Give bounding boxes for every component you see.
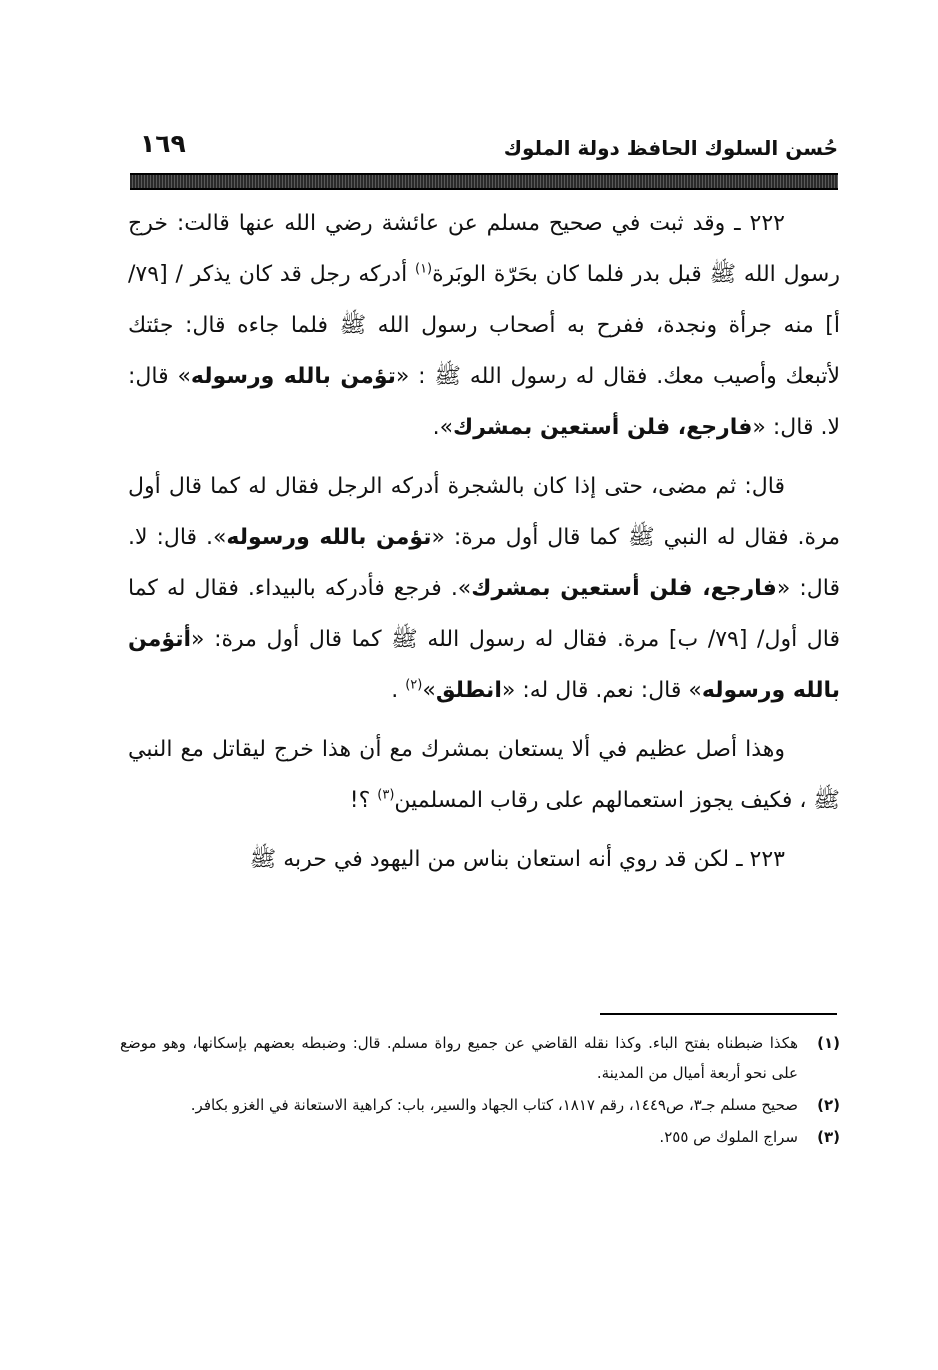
text-segment: وهذا أصل عظيم في ألا يستعان بمشرك مع أن هذا خرج ليقاتل مع النبي ﷺ ، فكيف يجوز استعمالهم على رقاب المسلمين <box>128 737 840 813</box>
text-segment: » قال: لا. قال: « <box>128 364 840 440</box>
footnote-marker: (١) <box>817 1034 840 1052</box>
paragraph <box>128 724 840 826</box>
book-title: حُسن السلوك الحافظ دولة الملوك <box>503 136 838 160</box>
text-segment: ». فرجع فأدركه بالبيداء. فقال له كما قال أول/ [٧٩/ ب] مرة. فقال له رسول الله ﷺ كما قال أول مرة: « <box>128 576 840 652</box>
bold-quote: تؤمن بالله ورسوله <box>190 364 396 389</box>
text-segment: ». <box>432 415 454 440</box>
text-segment: ٢٢٢ ـ وقد ثبت في صحيح مسلم عن عائشة رضي الله عنها قالت: خرج رسول الله ﷺ قبل بدر فلما كان بحَرّة الوبَرة <box>128 211 840 287</box>
footnote-reference: (١) <box>414 261 433 277</box>
bold-quote: انطلق <box>435 678 502 703</box>
footnote-reference: (٢) <box>405 677 423 693</box>
text-segment: » قال: نعم. قال له: « <box>501 678 702 703</box>
footnote-marker: (٢) <box>817 1096 840 1114</box>
footnote-divider <box>600 1013 837 1015</box>
footnotes <box>120 1028 840 1154</box>
footnote <box>120 1090 840 1120</box>
bold-quote: فارجع، فلن أستعين بمشرك <box>471 576 777 601</box>
footnote-text: سراج الملوك ص ٢٥٥. <box>659 1128 798 1146</box>
running-header <box>130 122 838 172</box>
text-segment: ؟! <box>349 788 378 813</box>
text-segment: أدركه رجل قد كان يذكر / [٧٩/ أ] منه جرأة ونجدة، ففرح به أصحاب رسول الله ﷺ فلما جاءه قال: جئتك لأتبعك وأصيب معك. فقال له رسول الله ﷺ : « <box>128 262 841 389</box>
text-segment: ». قال: لا. قال: « <box>128 525 840 601</box>
text-segment: . <box>391 678 406 703</box>
bold-quote: تؤمن بالله ورسوله <box>226 525 432 550</box>
footnote-text: صحيح مسلم جـ٣، ص١٤٤٩، رقم ١٨١٧، كتاب الجهاد والسير، باب: كراهية الاستعانة في الغزو بكافر. <box>190 1096 798 1114</box>
footnote <box>120 1028 840 1088</box>
footnote-text: هكذا ضبطناه بفتح الباء. وكذا نقله القاضي عن جميع رواة مسلم. قال: وضبطه بعضهم بإسكانها، وهو موضع على نحو أربعة أميال من المدينة. <box>120 1034 798 1082</box>
bold-quote: أتؤمن بالله ورسوله <box>128 627 840 703</box>
text-segment: » <box>422 678 436 703</box>
paragraph <box>128 461 840 716</box>
footnote-reference: (٣) <box>377 787 395 803</box>
bold-quote: فارجع، فلن أستعين بمشرك <box>453 415 753 440</box>
main-text <box>128 198 840 893</box>
paragraph <box>128 198 840 453</box>
paragraph <box>128 834 840 885</box>
text-segment: قال: ثم مضى، حتى إذا كان بالشجرة أدركه الرجل فقال له كما قال أول مرة. فقال له النبي ﷺ كما قال أول مرة: « <box>128 474 840 550</box>
page-number: ١٦٩ <box>140 129 186 158</box>
footnote <box>120 1122 840 1152</box>
header-divider <box>130 173 838 190</box>
footnote-marker: (٣) <box>817 1128 840 1146</box>
text-segment: ٢٢٣ ـ لكن قد روي أنه استعان بناس من اليهود في حربه ﷺ <box>249 847 785 872</box>
